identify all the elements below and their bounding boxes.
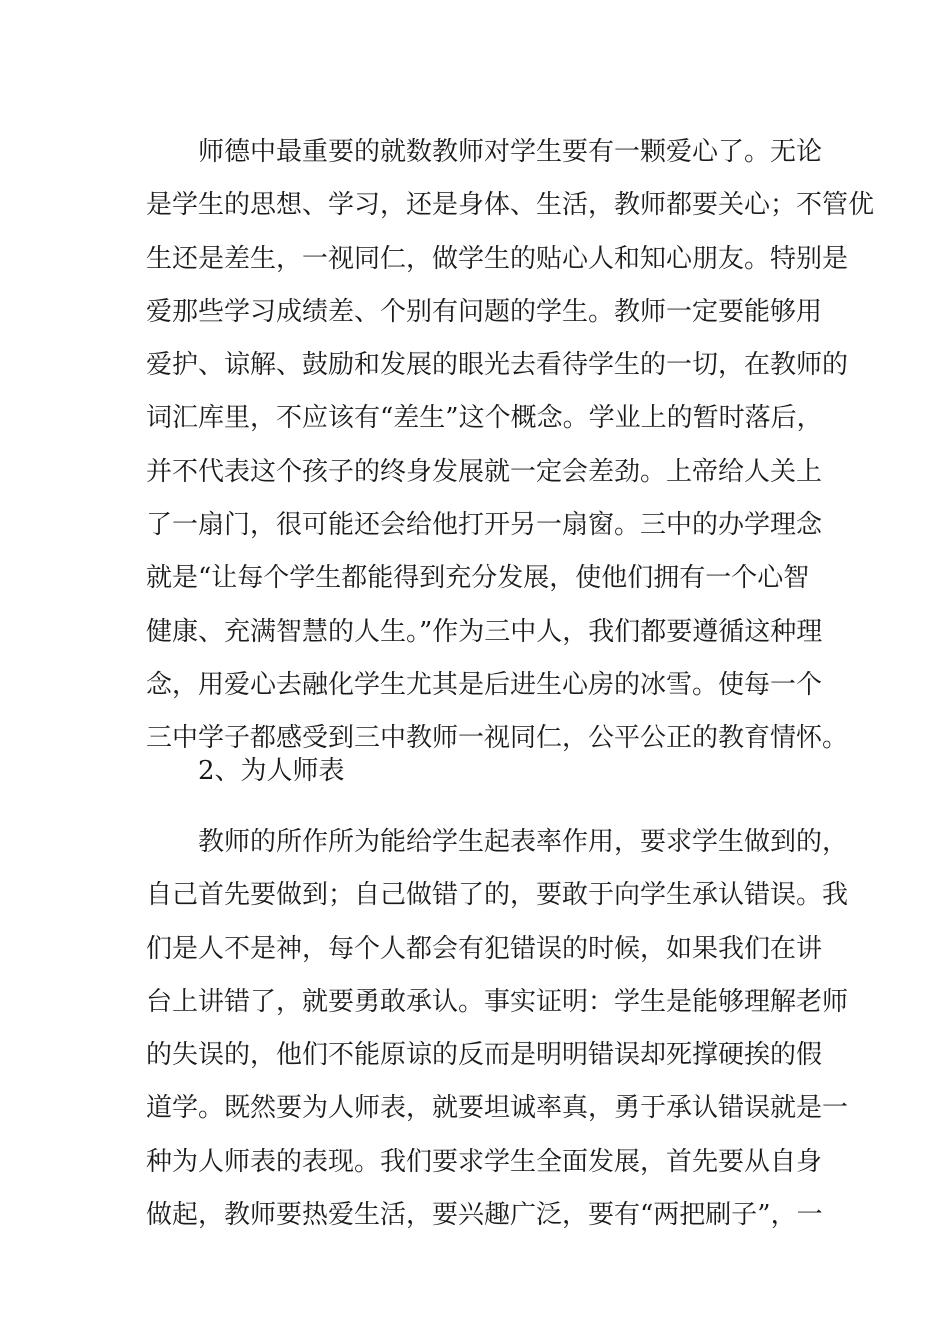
paragraph-line: 念，用爱心去融化学生尤其是后进生心房的冰雪。使每一个 — [146, 669, 823, 700]
paragraph-line: 们是人不是神，每个人都会有犯错误的时候，如果我们在讲 — [146, 933, 823, 964]
section-heading: 2、为人师表 — [198, 756, 345, 786]
paragraph-line: 教师的所作所为能给学生起表率作用，要求学生做到的， — [198, 827, 849, 857]
paragraph-line: 的失误的，他们不能原谅的反而是明明错误却死撑硬挨的假 — [146, 1040, 823, 1071]
paragraph-line: 就是“让每个学生都能得到充分发展，使他们拥有一个心智 — [146, 563, 810, 594]
paragraph-line: 师德中最重要的就数教师对学生要有一颗爱心了。无论 — [198, 137, 823, 167]
paragraph-line: 爱护、谅解、鼓励和发展的眼光去看待学生的一切，在教师的 — [146, 350, 849, 381]
paragraph-line: 做起，教师要热爱生活，要兴趣广泛，要有“两把刷子”，一 — [146, 1200, 823, 1231]
paragraph-line: 生还是差生，一视同仁，做学生的贴心人和知心朋友。特别是 — [146, 243, 849, 274]
paragraph-line: 三中学子都感受到三中教师一视同仁，公平公正的教育情怀。 — [146, 723, 849, 754]
paragraph-line: 健康、充满智慧的人生。”作为三中人，我们都要遵循这种理 — [146, 616, 823, 647]
paragraph-line: 种为人师表的表现。我们要求学生全面发展，首先要从自身 — [146, 1146, 823, 1177]
paragraph-line: 词汇库里，不应该有“差生”这个概念。学业上的暂时落后， — [146, 403, 823, 434]
paragraph-teacher-love — [146, 126, 875, 766]
section-heading-block — [146, 745, 808, 798]
paragraph-line: 道学。既然要为人师表，就要坦诚率真，勇于承认错误就是一 — [146, 1093, 849, 1124]
paragraph-line: 了一扇门，很可能还会给他打开另一扇窗。三中的办学理念 — [146, 510, 823, 541]
paragraph-line: 台上讲错了，就要勇敢承认。事实证明：学生是能够理解老师 — [146, 986, 849, 1017]
paragraph-line: 是学生的思想、学习，还是身体、生活，教师都要关心；不管优 — [146, 190, 875, 221]
paragraph-line: 爱那些学习成绩差、个别有问题的学生。教师一定要能够用 — [146, 296, 823, 327]
paragraph-line: 自己首先要做到；自己做错了的，要敢于向学生承认错误。我 — [146, 880, 849, 911]
paragraph-role-model — [146, 816, 849, 1242]
paragraph-line: 并不代表这个孩子的终身发展就一定会差劲。上帝给人关上 — [146, 456, 823, 487]
